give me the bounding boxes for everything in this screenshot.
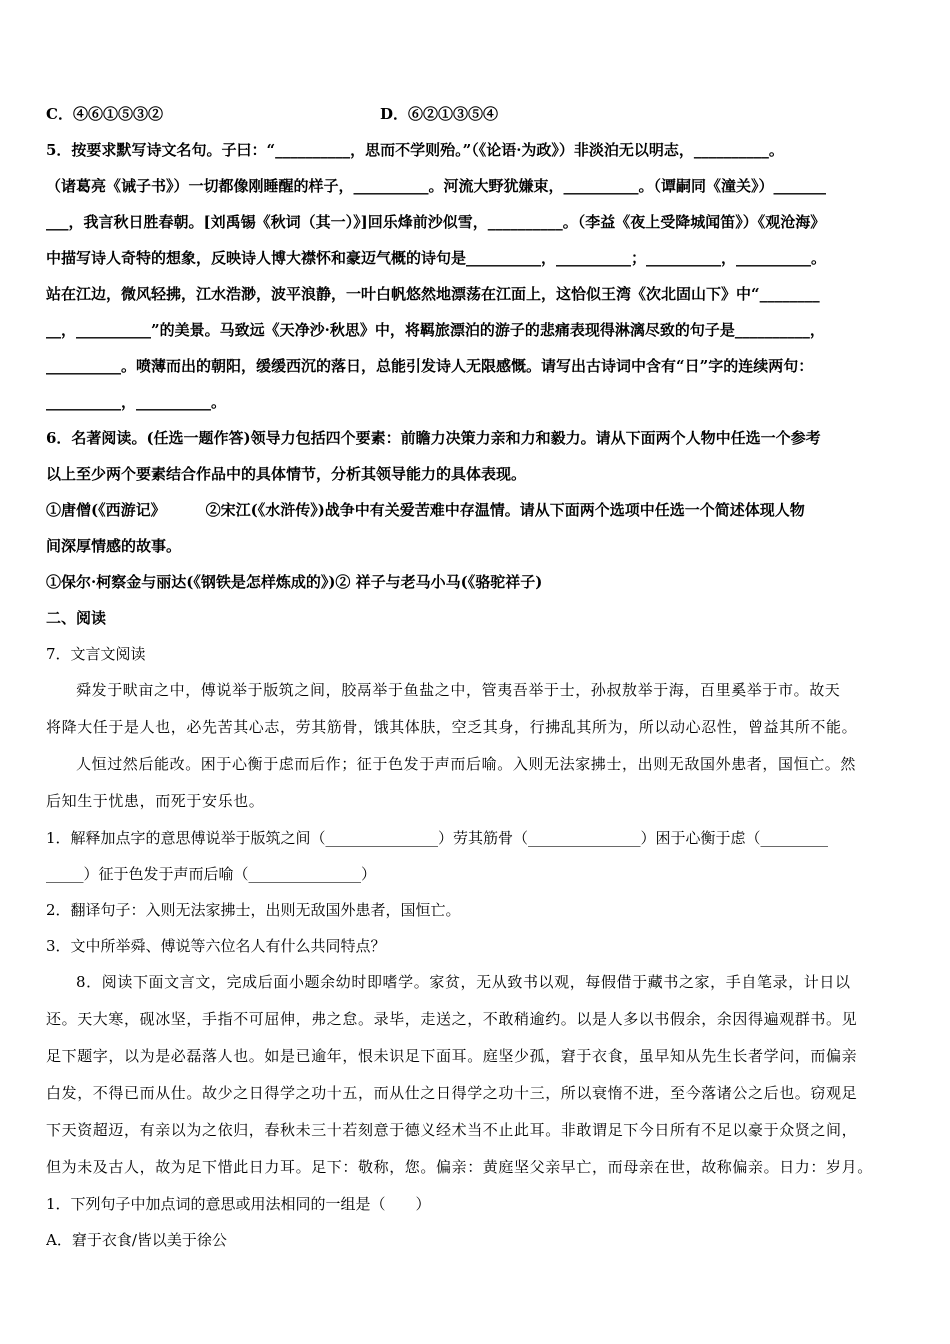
q7-sub1-line-2: _____）征于色发于声而后喻（_______________）	[46, 865, 377, 883]
q5-line-6: __，__________”的美景。马致远《天净沙·秋思》中，将羁旅漂泊的游子的悲痛表现得淋漓尽致的句子是__________，	[46, 321, 825, 339]
q6-choice-songjiang: ②宋江(《水浒传》)战争中有关爱苦难中存温情。请从下面两个选项中任选一个简述体现人物	[205, 501, 805, 519]
q6-line-2: 以上至少两个要素结合作品中的具体情节，分析其领导能力的具体表现。	[46, 465, 527, 483]
q5-line-5: 站在江边，微风轻拂，江水浩渺，波平浪静，一叶白帆悠然地漂荡在江面上，这恰似王湾《次北固山下》中“________	[46, 285, 820, 303]
q7-sub2: 2．翻译句子：入则无法家拂士，出则无敌国外患者，国恒亡。	[46, 901, 461, 919]
q8-passage-line-2: 还。天大寒，砚冰坚，手指不可屈伸，弗之怠。录毕，走送之，不敢稍逾约。以是人多以书假余，余因得遍观群书。见	[46, 1010, 858, 1028]
q8-passage-line-5: 下天资超迈，有亲以为之依归，春秋未三十若刻意于德义经术当不止此耳。非敢谓足下今日所有不足以豪于众贤之间，	[46, 1121, 858, 1139]
q8-passage-line-4: 白发，不得已而从仕。故少之日得学之功十五，而从仕之日得学之功十三，所以衰惰不进，至今落诸公之后也。窃观足	[46, 1084, 858, 1102]
document-page	[46, 96, 908, 1258]
q6-line-3	[46, 492, 908, 528]
q5-line-7: __________。喷薄而出的朝阳，缓缓西沉的落日，总能引发诗人无限感慨。请写出古诗词中含有“日”字的连续两句：	[46, 357, 814, 375]
q7-passage-line-2: 将降大任于是人也，必先苦其心志，劳其筋骨，饿其体肤，空乏其身，行拂乱其所为，所以动心忍性，曾益其所不能。	[46, 718, 858, 736]
q5-line-8: __________，__________。	[46, 393, 227, 411]
q6-choice-tangseng: ①唐僧(《西游记》	[46, 501, 166, 519]
q7-sub1-line-1: 1．解释加点字的意思傅说举于版筑之间（_______________）劳其筋骨（_______________）困于心衡于虑（_________	[46, 829, 829, 847]
section-heading-reading: 二、阅读	[46, 609, 107, 627]
q7-sub3: 3．文中所举舜、傅说等六位名人有什么共同特点？	[46, 937, 386, 955]
q5-line-2: （诸葛亮《诫子书》）一切都像刚睡醒的样子，__________。河流大野犹嫌束，__________。（谭嗣同《潼关》）_______	[46, 177, 827, 195]
q8-sub1-option-a: A．窘于衣食/皆以美于徐公	[46, 1231, 227, 1249]
q8-sub1: 1．下列句子中加点词的意思或用法相同的一组是（ ）	[46, 1195, 431, 1213]
q5-line-3: ___，我言秋日胜春朝。[刘禹锡《秋词（其一）》]回乐烽前沙似雪，__________。（李益《夜上受降城闻笛》）《观沧海》	[46, 213, 826, 231]
q7-passage-line-4: 后知生于忧患，而死于安乐也。	[46, 792, 265, 810]
q6-line-4: 间深厚情感的故事。	[46, 537, 182, 555]
option-d: D．⑥②①③⑤④	[380, 105, 499, 123]
q5-line-4: 中描写诗人奇特的想象，反映诗人博大襟怀和豪迈气概的诗句是__________，__________；__________，__________。	[46, 249, 827, 267]
q8-passage-line-3: 足下题字，以为是必磊落人也。如是已逾年，恨未识足下面耳。庭坚少孤，窘于衣食，虽早知从先生长者学问，而偏亲	[46, 1047, 858, 1065]
q7-passage-line-3: 人恒过然后能改。困于心衡于虑而后作；征于色发于声而后喻。入则无法家拂士，出则无敌国外患者，国恒亡。然	[76, 755, 857, 773]
q6-line-5: ①保尔·柯察金与丽达(《钢铁是怎样炼成的》)② 祥子与老马小马(《骆驼祥子)	[46, 573, 543, 591]
q5-line-1: 5．按要求默写诗文名句。子曰：“__________，思而不学则殆。”（《论语·为政》）非淡泊无以明志，__________。	[46, 141, 784, 159]
option-row-cd	[46, 96, 908, 132]
option-c: C．④⑥①⑤③②	[46, 105, 163, 123]
q6-line-1: 6．名著阅读。(任选一题作答)领导力包括四个要素：前瞻力决策力亲和力和毅力。请从下面两个人物中任选一个参考	[46, 429, 821, 447]
q8-passage-line-6: 但为未及古人，故为足下惜此日力耳。足下：敬称，您。偏亲：黄庭坚父亲早亡，而母亲在世，故称偏亲。日力：岁月。	[46, 1158, 873, 1176]
q7-heading: 7．文言文阅读	[46, 645, 146, 663]
q7-passage-line-1: 舜发于畎亩之中，傅说举于版筑之间，胶鬲举于鱼盐之中，管夷吾举于士，孙叔敖举于海，百里奚举于市。故天	[76, 681, 841, 699]
q8-passage-line-1: 8．阅读下面文言文，完成后面小题余幼时即嗜学。家贫，无从致书以观，每假借于藏书之家，手自笔录，计日以	[76, 973, 851, 991]
